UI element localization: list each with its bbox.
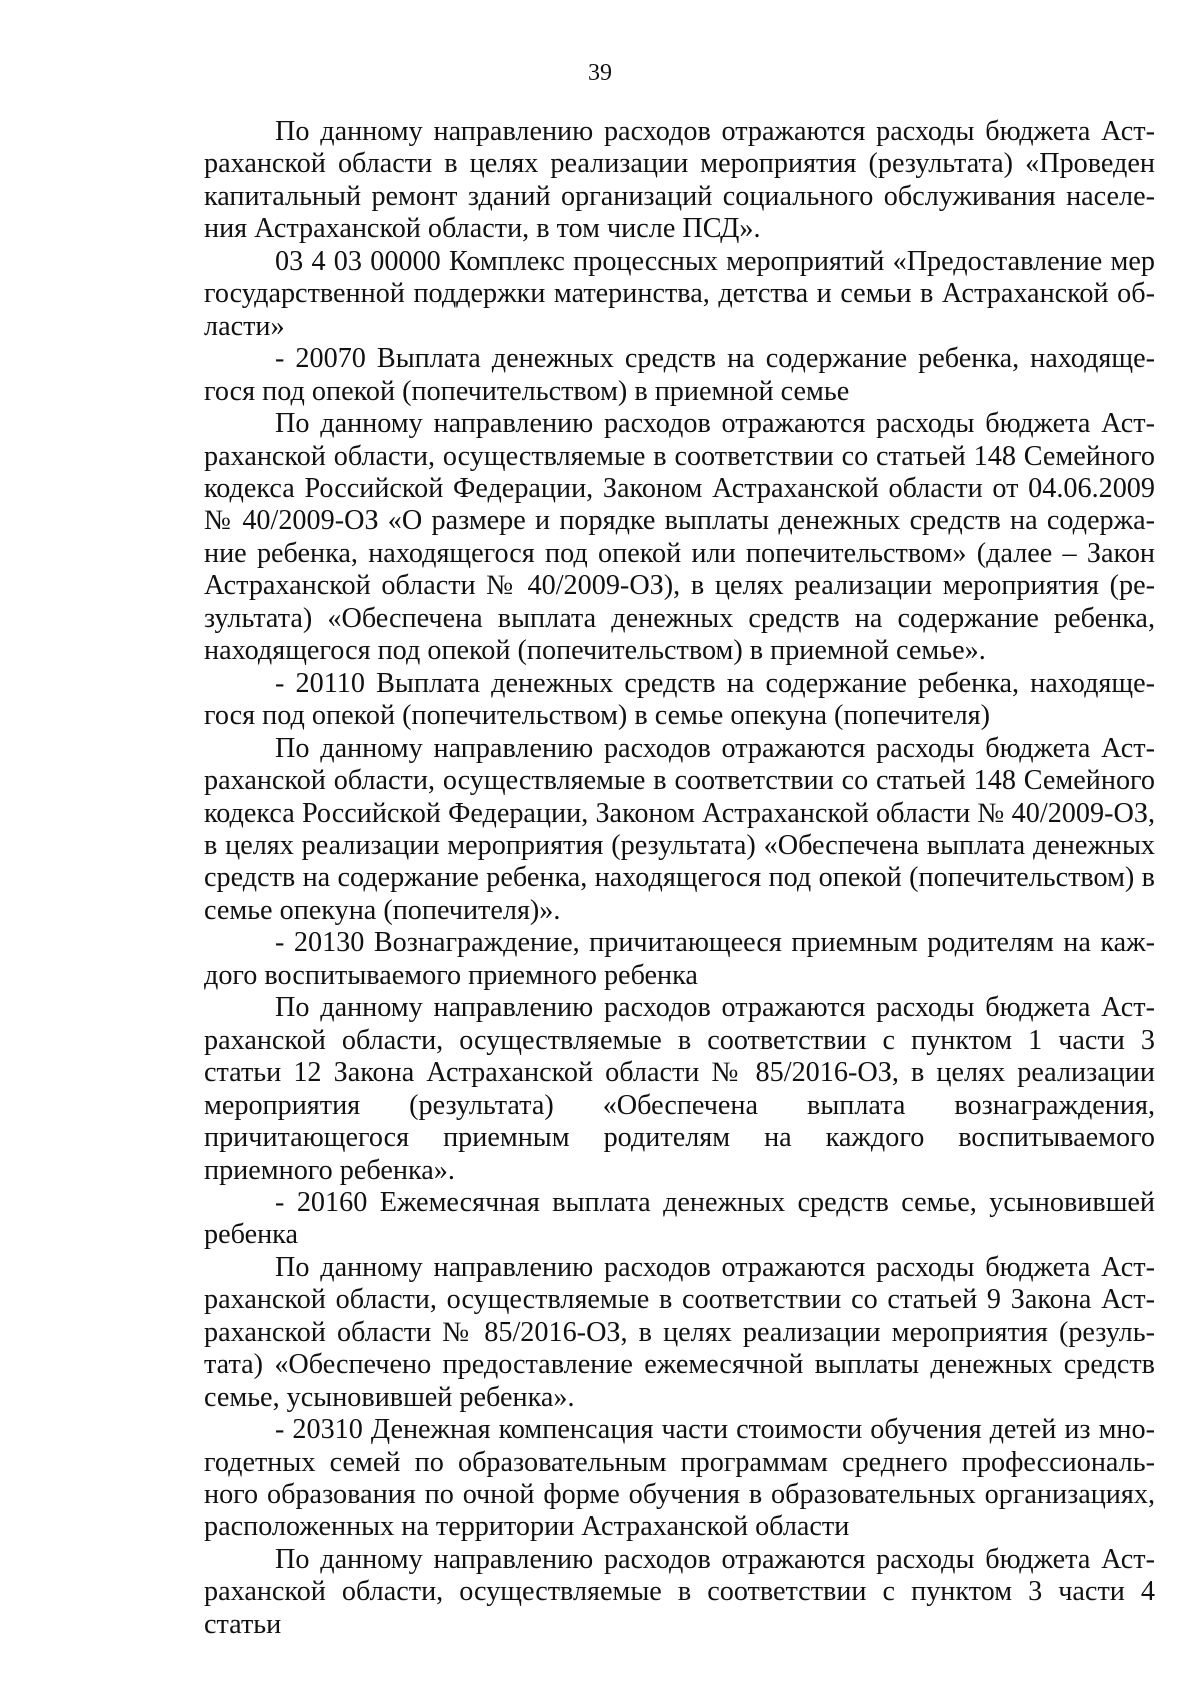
paragraph: По данному направлению расходов отражаются расходы бюджета Астраханской области, осуществляемые в соответствии со статьей 148 Семейного кодекса Российской Федерации, Законом Астраханской области от 04.06.2009 № 40/2009-ОЗ «О размере и порядке выплаты денежных средств на содержание ребенка, находящегося под опекой или попечительством» (далее – Закон Астраханской области № 40/2009-ОЗ), в целях реализации мероприятия (результата) «Обеспечена выплата денежных средств на содержание ребенка, находящегося под опекой (попечительством) в приемной семье». <box>204 408 1155 667</box>
section-heading: 03 4 03 00000 Комплекс процессных мероприятий «Предоставление мер государственной поддержки материнства, детства и семьи в Астраханской области» <box>204 245 1155 342</box>
budget-line-item: - 20310 Денежная компенсация части стоимости обучения детей из многодетных семей по образовательным программам среднего профессионального образования по очной форме обучения в образовательных организациях, расположенных на территории Астраханской области <box>204 1414 1155 1543</box>
page-number: 39 <box>588 60 612 86</box>
budget-line-item: - 20130 Вознаграждение, причитающееся приемным родителям на каждого воспитываемого приемного ребенка <box>204 927 1155 991</box>
paragraph: По данному направлению расходов отражаются расходы бюджета Астраханской области в целях реализации мероприятия (результата) «Проведен капитальный ремонт зданий организаций социального обслуживания населения Астраханской области, в том числе ПСД». <box>204 116 1155 245</box>
budget-line-item: - 20110 Выплата денежных средств на содержание ребенка, находящегося под опекой (попечительством) в семье опекуна (попечителя) <box>204 667 1155 732</box>
budget-line-item: - 20070 Выплата денежных средств на содержание ребенка, находящегося под опекой (попечительством) в приемной семье <box>204 343 1155 407</box>
document-body <box>204 116 1155 1641</box>
paragraph: По данному направлению расходов отражаются расходы бюджета Астраханской области, осуществляемые в соответствии со статьей 148 Семейного кодекса Российской Федерации, Законом Астраханской области № 40/2009-ОЗ, в целях реализации мероприятия (результата) «Обеспечена выплата денежных средств на содержание ребенка, находящегося под опекой (попечительством) в семье опекуна (попечителя)». <box>204 732 1155 926</box>
budget-line-item: - 20160 Ежемесячная выплата денежных средств семье, усыновившей ребенка <box>204 1186 1155 1251</box>
paragraph: По данному направлению расходов отражаются расходы бюджета Астраханской области, осуществляемые в соответствии со статьей 9 Закона Астраханской области № 85/2016-ОЗ, в целях реализации мероприятия (результата) «Обеспечено предоставление ежемесячной выплаты денежных средств семье, усыновившей ребенка». <box>204 1251 1155 1413</box>
paragraph: По данному направлению расходов отражаются расходы бюджета Астраханской области, осуществляемые в соответствии с пунктом 3 части 4 статьи <box>204 1543 1155 1640</box>
paragraph: По данному направлению расходов отражаются расходы бюджета Астраханской области, осуществляемые в соответствии с пунктом 1 части 3 статьи 12 Закона Астраханской области № 85/2016-ОЗ, в целях реализации мероприятия (результата) «Обеспечена выплата вознаграждения, причитающегося приемным родителям на каждого воспитываемого приемного ребенка». <box>204 992 1155 1186</box>
